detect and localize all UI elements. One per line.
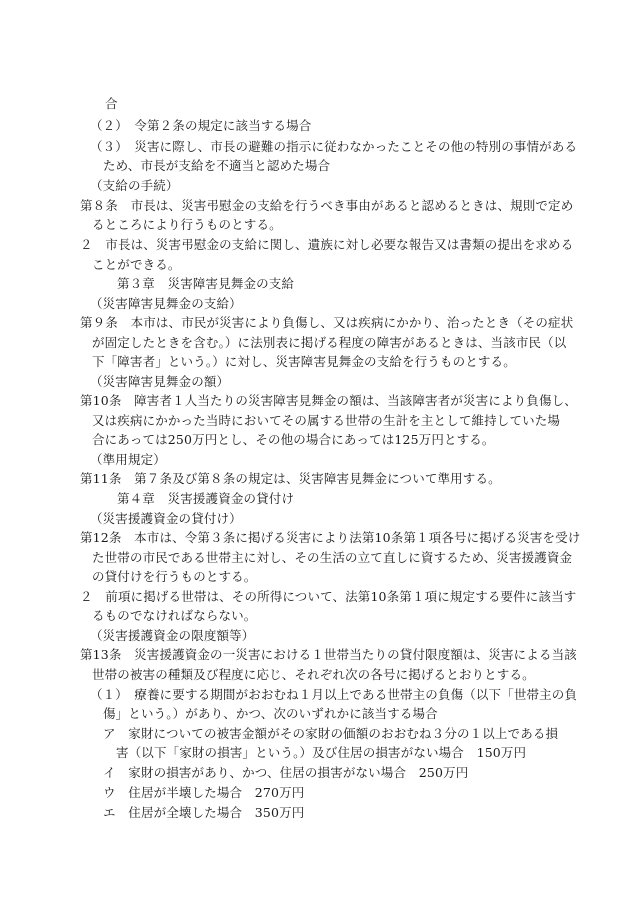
section-caption: （災害障害見舞金の額） [90,374,230,389]
text-line: ため、市長が支給を不適当と認めた場合 [103,158,331,173]
text-line: 合にあっては250万円とし、その他の場合にあっては125万円とする。 [92,432,495,447]
article-9: 第９条 本市は、市民が災害により負傷し、又は疾病にかかり、治ったとき（その症状 [80,315,574,330]
section-caption: （災害援護資金の限度額等） [90,628,255,643]
article-8: 第８条 市長は、災害弔慰金の支給を行うべき事由があると認めるときは、規則で定め [80,198,574,213]
text-line: 世帯の被害の種類及び程度に応じ、それぞれ次の各号に掲げるとおりとする。 [92,667,535,682]
item-2: （２） 令第２条の規定に該当する場合 [90,118,312,133]
subitem-a: ア 家財についての被害金額がその家財の価額のおおむね３分の１以上である損 [103,726,559,741]
article-8-paragraph-2: ２ 市長は、災害弔慰金の支給に関し、遺族に対し必要な報告又は書類の提出を求める [80,237,574,252]
section-caption: （災害障害見舞金の支給） [90,296,242,311]
article-12-paragraph-2: ２ 前項に掲げる世帯は、その所得について、法第10条第１項に規定する要件に該当す [80,589,577,604]
text-line: 傷」という。）があり、かつ、次のいずれかに該当する場合 [103,706,438,721]
subitem-u: ウ 住居が半壊した場合 270万円 [103,785,305,800]
item-3: （３） 災害に際し、市長の避難の指示に従わなかったことその他の特別の事情がある [90,139,578,154]
subitem-e: エ 住居が全壊した場合 350万円 [103,805,305,820]
article-10: 第10条 障害者１人当たりの災害障害見舞金の額は、当該障害者が災害により負傷し、 [80,393,577,408]
text-line: の貸付けを行うものとする。 [92,569,257,584]
text-line: が固定したときを含む。）に法別表に掲げる程度の障害があるときは、当該市民（以 [92,335,567,350]
text-line: 合 [105,96,118,111]
text-line: 又は疾病にかかった当時においてその属する世帯の生計を主として維持していた場 [92,413,561,428]
article-13: 第13条 災害援護資金の一災害における１世帯当たりの貸付限度額は、災害による当該 [80,647,577,662]
text-line: ことができる。 [92,257,181,272]
subitem-i: イ 家財の損害があり、かつ、住居の損害がない場合 250万円 [103,765,469,780]
section-caption: （支給の手続） [90,178,179,193]
section-caption: （準用規定） [90,452,166,467]
text-line: 害（以下「家財の損害」という。）及び住居の損害がない場合 150万円 [116,745,527,760]
item-1: （１） 療養に要する期間がおおむね１月以上である世帯主の負傷（以下「世帯主の負 [90,687,578,702]
text-line: るものでなければならない。 [92,608,257,623]
article-12: 第12条 本市は、令第３条に掲げる災害により法第10条第１項各号に掲げる災害を受け [80,530,581,545]
article-11: 第11条 第７条及び第８条の規定は、災害障害見舞金について準用する。 [80,471,501,486]
section-caption: （災害援護資金の貸付け） [90,511,242,526]
text-line: 下「障害者」という。）に対し、災害障害見舞金の支給を行うものとする。 [92,354,516,369]
chapter-3-heading: 第３章 災害障害見舞金の支給 [117,276,295,291]
text-line: た世帯の市民である世帯主に対し、その生活の立て直しに資するため、災害援護資金 [92,550,573,565]
chapter-4-heading: 第４章 災害援護資金の貸付け [117,491,295,506]
text-line: るところにより行うものとする。 [92,217,282,232]
